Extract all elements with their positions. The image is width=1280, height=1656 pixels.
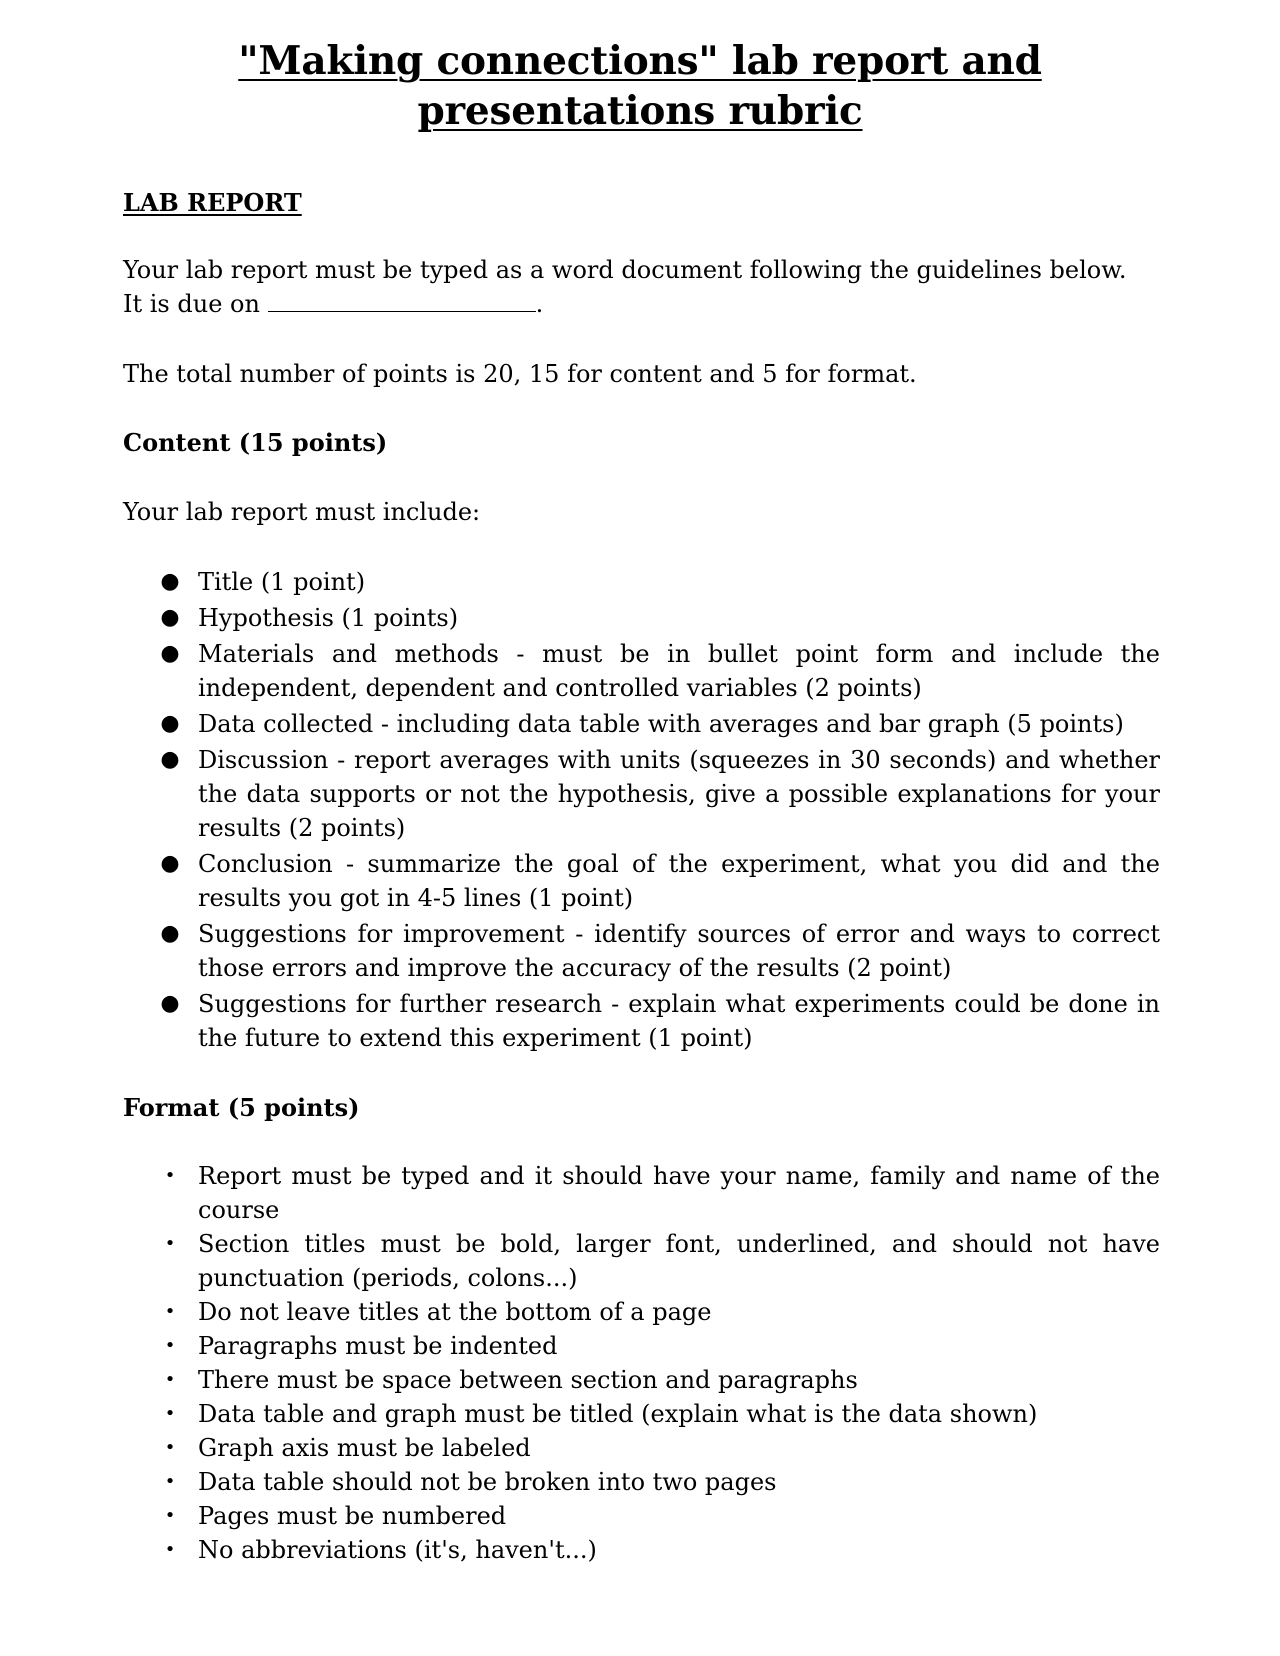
list-item	[123, 1533, 1160, 1567]
list-item	[123, 637, 1160, 705]
list-item	[123, 565, 1160, 599]
bullet-icon: ●	[160, 747, 180, 772]
bullet-icon: •	[164, 1335, 176, 1356]
list-item-text: Suggestions for further research - explain what experiments could be done in the future to extend this experiment (1 point)	[198, 990, 1160, 1052]
bullet-icon: ●	[160, 851, 180, 876]
list-item-text: No abbreviations (it's, haven't...)	[198, 1536, 597, 1564]
list-item	[123, 707, 1160, 741]
list-item	[123, 743, 1160, 845]
bullet-icon: ●	[160, 569, 180, 594]
bullet-icon: •	[164, 1301, 176, 1322]
bullet-icon: ●	[160, 711, 180, 736]
content-intro: Your lab report must include:	[123, 498, 481, 526]
list-item	[123, 1329, 1160, 1363]
bullet-icon: •	[164, 1539, 176, 1560]
list-item-text: Section titles must be bold, larger font, underlined, and should not have punctuation (periods, colons...)	[198, 1230, 1160, 1292]
list-item	[123, 1295, 1160, 1329]
bullet-icon: •	[164, 1505, 176, 1526]
bullet-icon: •	[164, 1165, 176, 1186]
list-item	[123, 1431, 1160, 1465]
content-list	[123, 565, 1160, 1057]
bullet-icon: ●	[160, 641, 180, 666]
section-heading-lab-report: LAB REPORT	[123, 188, 302, 217]
list-item	[123, 1499, 1160, 1533]
list-item-text: Title (1 point)	[198, 568, 366, 596]
bullet-icon: •	[164, 1471, 176, 1492]
bullet-icon: ●	[160, 921, 180, 946]
list-item-text: Discussion - report averages with units (squeezes in 30 seconds) and whether the data supports or not the hypothesis, give a possible explanations for your results (2 points)	[198, 746, 1160, 842]
bullet-icon: •	[164, 1369, 176, 1390]
content-heading: Content (15 points)	[123, 428, 388, 457]
format-heading: Format (5 points)	[123, 1093, 360, 1122]
list-item-text: Do not leave titles at the bottom of a page	[198, 1298, 712, 1326]
bullet-icon: ●	[160, 991, 180, 1016]
list-item	[123, 1465, 1160, 1499]
due-date-blank	[268, 289, 536, 312]
list-item-text: Pages must be numbered	[198, 1502, 507, 1530]
list-item	[123, 1363, 1160, 1397]
list-item-text: Paragraphs must be indented	[198, 1332, 558, 1360]
list-item-text: There must be space between section and paragraphs	[198, 1366, 858, 1394]
list-item-text: Data collected - including data table with averages and bar graph (5 points)	[198, 710, 1124, 738]
due-prefix: It is due on	[123, 290, 260, 318]
intro-paragraph	[123, 253, 1160, 321]
document-title: "Making connections" lab report and presentations rubric	[238, 38, 1042, 134]
list-item	[123, 1397, 1160, 1431]
list-item-text: Suggestions for improvement - identify sources of error and ways to correct those errors and improve the accuracy of the results (2 point)	[198, 920, 1160, 982]
bullet-icon: ●	[160, 605, 180, 630]
list-item	[123, 987, 1160, 1055]
list-item-text: Data table and graph must be titled (explain what is the data shown)	[198, 1400, 1038, 1428]
list-item	[123, 847, 1160, 915]
due-suffix: .	[535, 290, 544, 318]
list-item-text: Hypothesis (1 points)	[198, 604, 459, 632]
due-date-line	[123, 287, 1160, 321]
list-item-text: Materials and methods - must be in bullet point form and include the independent, dependent and controlled variables (2 points)	[198, 640, 1160, 702]
list-item-text: Conclusion - summarize the goal of the experiment, what you did and the results you got in 4-5 lines (1 point)	[198, 850, 1160, 912]
list-item-text: Data table should not be broken into two pages	[198, 1468, 777, 1496]
list-item	[123, 1227, 1160, 1295]
list-item	[123, 1159, 1160, 1227]
bullet-icon: •	[164, 1233, 176, 1254]
bullet-icon: •	[164, 1403, 176, 1424]
list-item	[123, 601, 1160, 635]
bullet-icon: •	[164, 1437, 176, 1458]
intro-line: Your lab report must be typed as a word document following the guidelines below.	[123, 256, 1127, 284]
list-item-text: Report must be typed and it should have your name, family and name of the course	[198, 1162, 1160, 1224]
list-item	[123, 917, 1160, 985]
format-list	[123, 1159, 1160, 1567]
list-item-text: Graph axis must be labeled	[198, 1434, 531, 1462]
points-total-text: The total number of points is 20, 15 for content and 5 for format.	[123, 360, 917, 388]
